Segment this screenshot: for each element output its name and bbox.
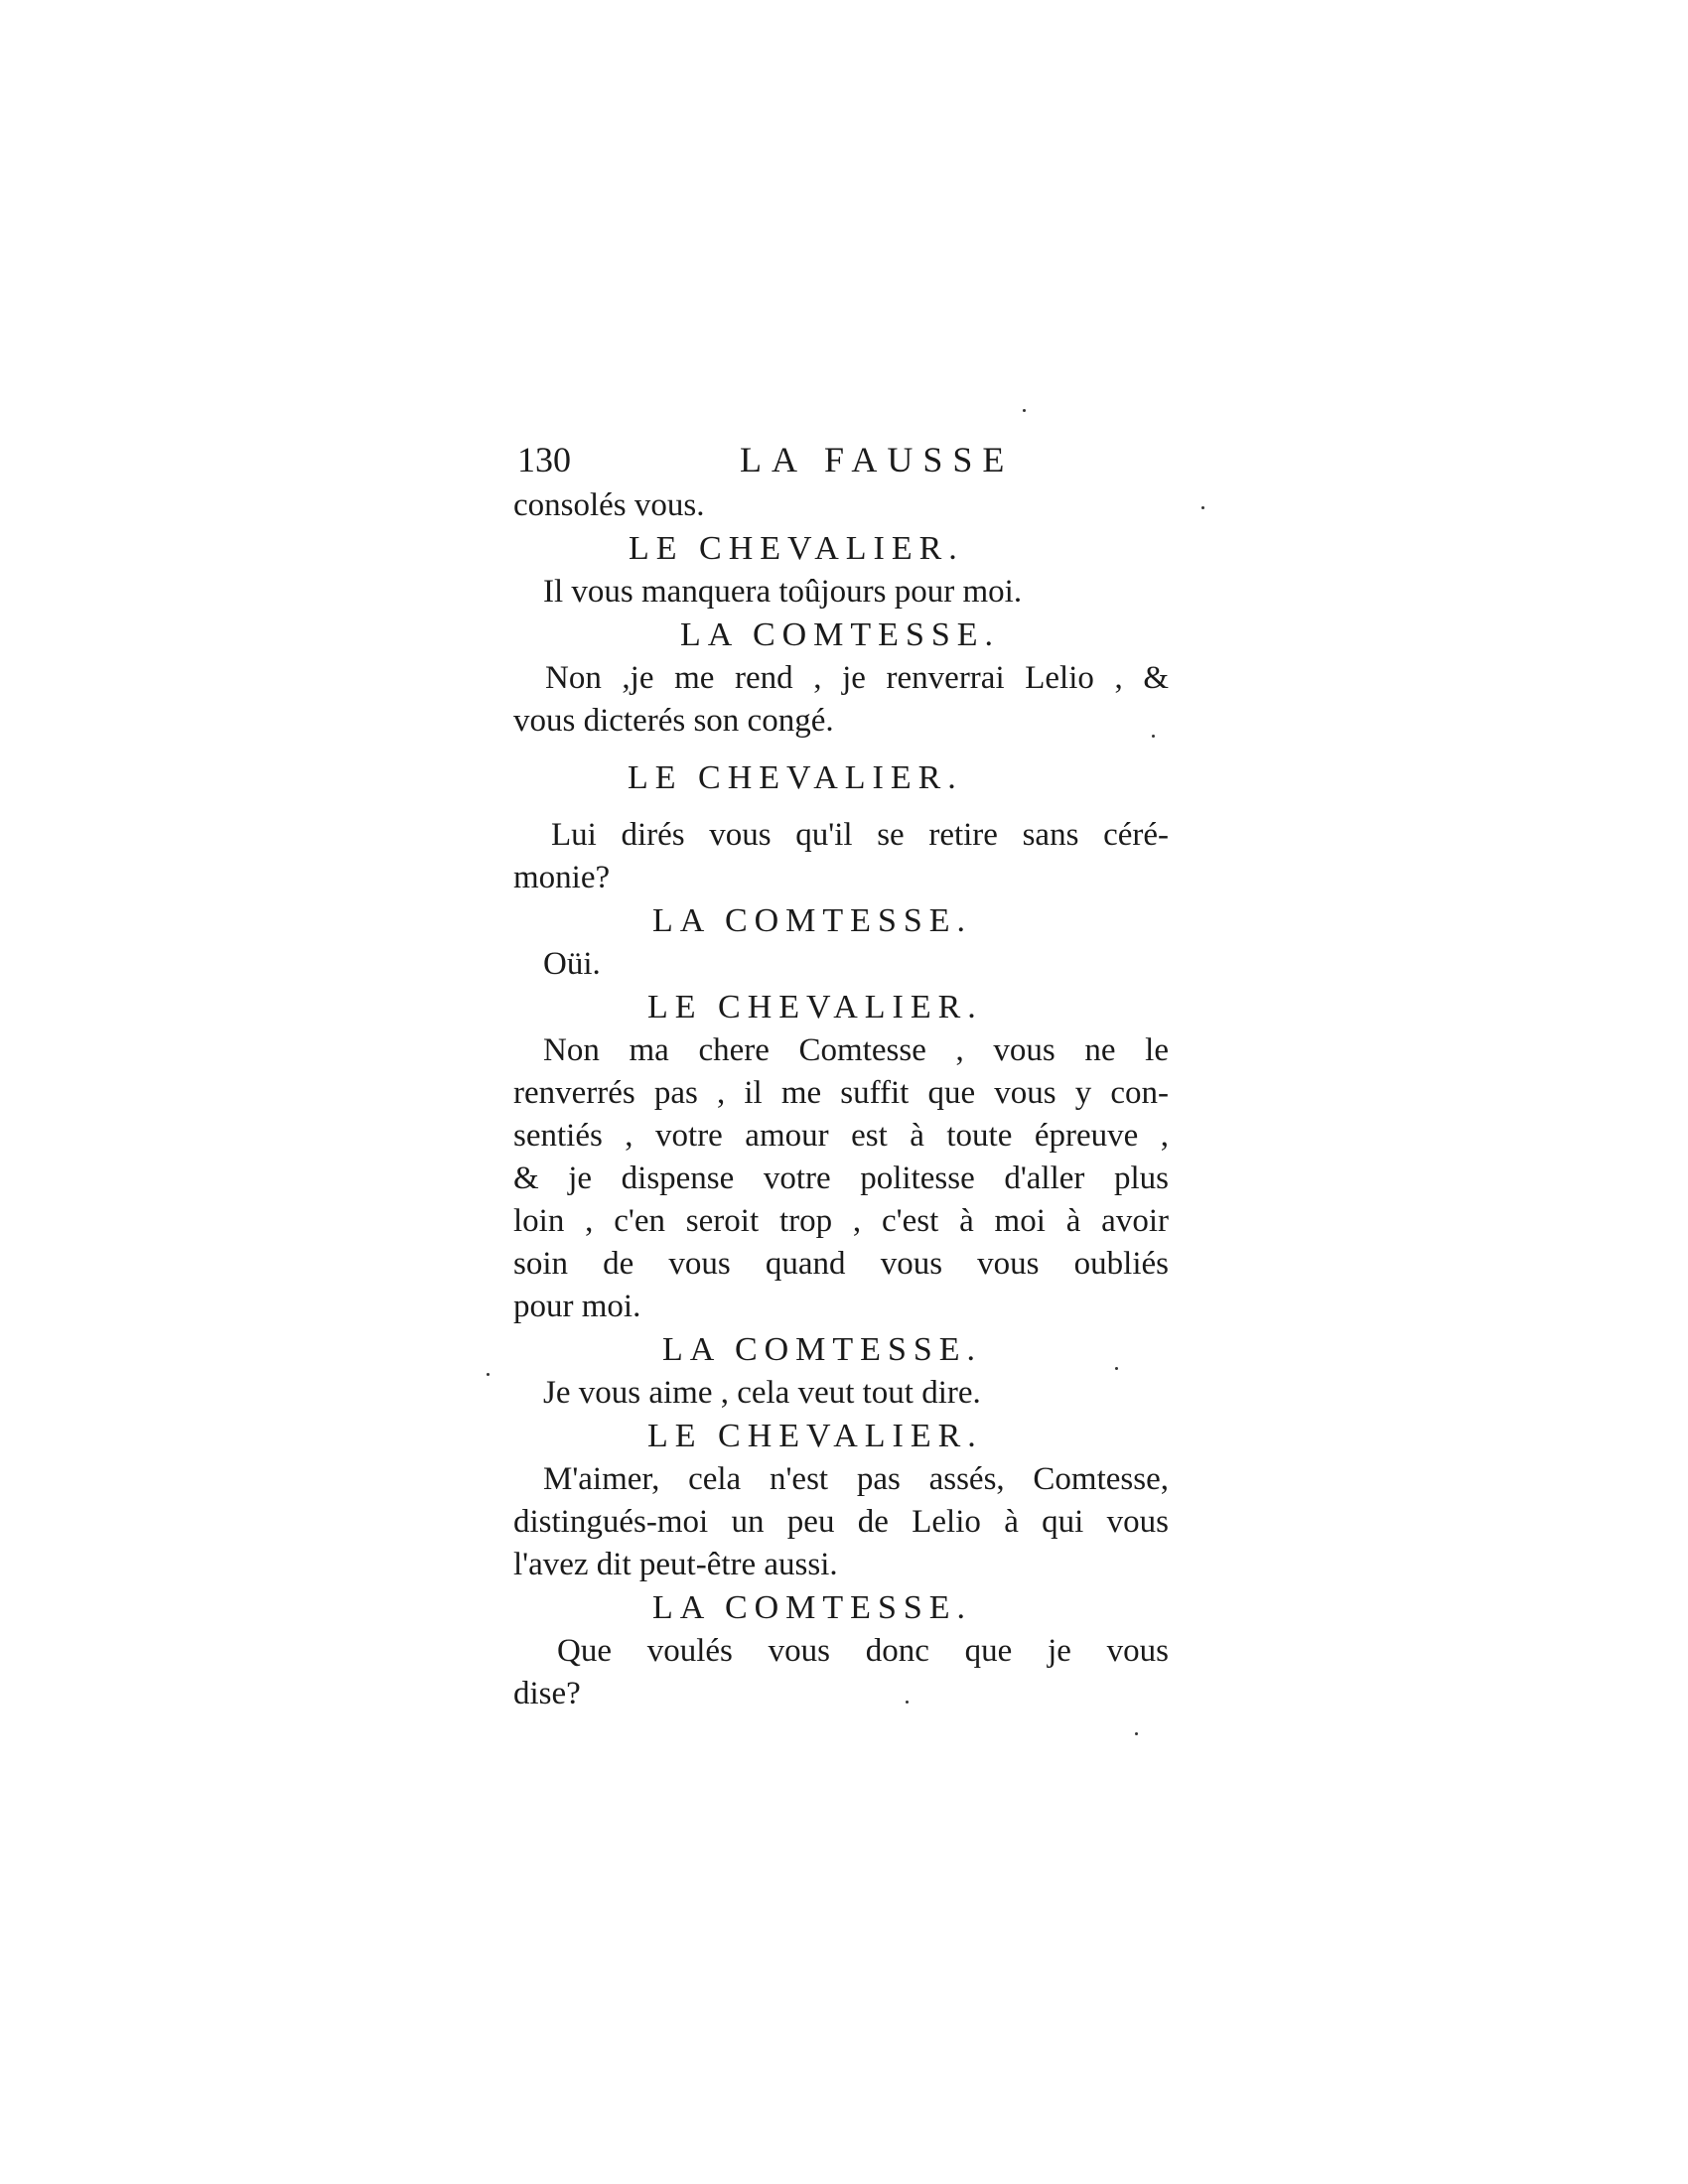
text-line: sentiés , votre amour est à toute épreuve , xyxy=(513,1118,1169,1154)
text-line: loin , c'en seroit trop , c'est à moi à avoir xyxy=(513,1203,1169,1239)
text-line: soin de vous quand vous vous oubliés xyxy=(513,1246,1169,1282)
speaker-chevalier: LE CHEVALIER. xyxy=(647,1418,983,1454)
text-line: Non ,je me rend , je renverrai Lelio , & xyxy=(545,660,1169,696)
speaker-chevalier: LE CHEVALIER. xyxy=(647,989,983,1025)
text-line: dise? xyxy=(513,1676,581,1711)
scan-speck xyxy=(1201,506,1204,509)
scan-speck xyxy=(487,1373,490,1376)
speaker-comtesse: LA COMTESSE. xyxy=(662,1331,983,1368)
text-line: consolés vous. xyxy=(513,487,705,523)
text-line: Que voulés vous donc que je vous xyxy=(557,1633,1169,1669)
scan-speck xyxy=(1135,1732,1138,1735)
text-line: vous dicterés son congé. xyxy=(513,703,834,739)
scan-speck xyxy=(1023,409,1026,412)
scan-speck xyxy=(906,1701,909,1704)
speaker-comtesse: LA COMTESSE. xyxy=(680,616,1001,653)
text-line: Il vous manquera toûjours pour moi. xyxy=(543,574,1023,610)
text-line: Non ma chere Comtesse , vous ne le xyxy=(543,1032,1169,1068)
text-line: l'avez dit peut-être aussi. xyxy=(513,1547,838,1582)
text-line: monie? xyxy=(513,860,611,895)
scan-speck xyxy=(1115,1367,1118,1370)
speaker-comtesse: LA COMTESSE. xyxy=(652,1589,973,1626)
text-line: Je vous aime , cela veut tout dire. xyxy=(543,1375,981,1411)
speaker-chevalier: LE CHEVALIER. xyxy=(628,759,963,796)
running-title: LA FAUSSE xyxy=(740,440,1015,479)
text-line: Oüi. xyxy=(543,946,601,982)
text-line: Lui dirés vous qu'il se retire sans céré- xyxy=(551,817,1169,853)
text-line: renverrés pas , il me suffit que vous y con- xyxy=(513,1075,1169,1111)
text-line: & je dispense votre politesse d'aller plus xyxy=(513,1160,1169,1196)
text-line: M'aimer, cela n'est pas assés, Comtesse, xyxy=(543,1461,1169,1497)
speaker-chevalier: LE CHEVALIER. xyxy=(629,530,964,567)
text-line: pour moi. xyxy=(513,1289,641,1324)
scan-speck xyxy=(1152,735,1155,738)
speaker-comtesse: LA COMTESSE. xyxy=(652,902,973,939)
page-number: 130 xyxy=(517,440,571,479)
running-head xyxy=(513,435,1169,484)
text-block xyxy=(513,435,1169,1715)
text-line: distingués-moi un peu de Lelio à qui vous xyxy=(513,1504,1169,1540)
